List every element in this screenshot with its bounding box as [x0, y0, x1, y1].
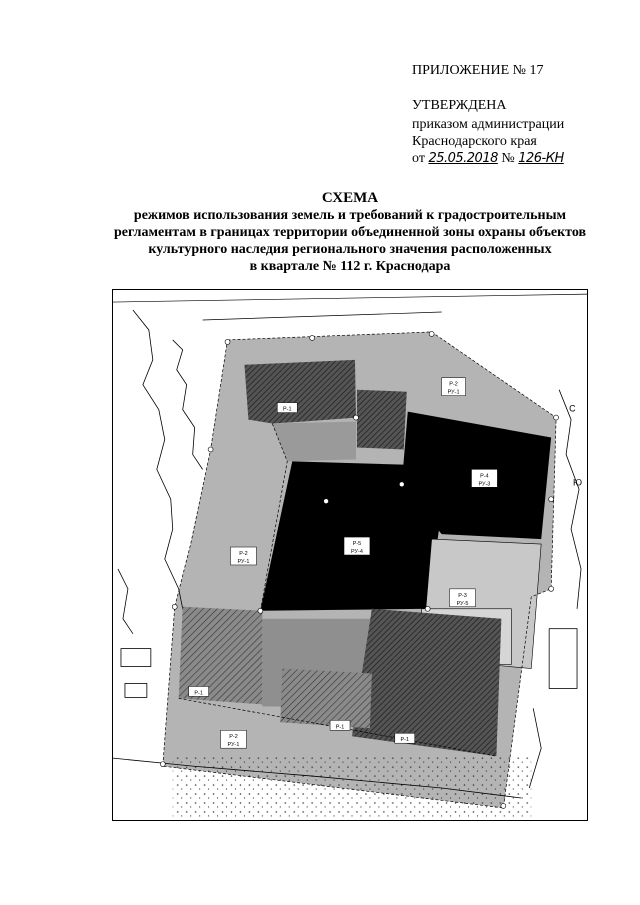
number-prefix: № [501, 151, 515, 166]
handwritten-date: 25.05.2018 [428, 151, 498, 166]
zone-label-r2-left [231, 547, 257, 565]
svg-text:РУ-3: РУ-3 [478, 481, 491, 488]
handwritten-number: 126-КН [518, 151, 564, 166]
zone-label-r1-right [395, 733, 415, 743]
svg-text:РУ-1: РУ-1 [237, 558, 250, 565]
svg-text:Р-1: Р-1 [400, 737, 410, 744]
title-line-2: регламентам в границах территории объединенной зоны охраны объектов [113, 225, 587, 240]
order-date-line [412, 150, 564, 167]
south-letter: Ю [573, 477, 583, 488]
zone-label-r2-bottom [221, 730, 247, 748]
zone-r1-top-right [357, 390, 407, 450]
svg-text:Р-1: Р-1 [194, 690, 203, 697]
zone-label-r4 [471, 469, 497, 487]
zone-r1-top [244, 360, 356, 424]
svg-text:Р-1: Р-1 [283, 406, 292, 413]
svg-text:Р-2: Р-2 [239, 551, 248, 557]
svg-text:Р-3: Р-3 [458, 592, 467, 599]
zone-label-r1-left [189, 686, 209, 696]
svg-text:Р-1: Р-1 [335, 724, 345, 731]
approval-stamp: УТВЕРЖДЕНА [412, 98, 507, 113]
top-street [113, 294, 587, 320]
svg-text:Р-2: Р-2 [229, 734, 238, 741]
zone-label-r1-top [277, 403, 297, 413]
zoning-plan-map [112, 289, 588, 821]
svg-text:РУ-5: РУ-5 [456, 600, 469, 607]
north-letter: С [569, 403, 576, 414]
title-line-4: в квартале № 112 г. Краснодара [249, 259, 451, 274]
bottom-park-area [113, 756, 531, 820]
title-line-3: культурного наследия регионального значения расположенных [148, 242, 552, 257]
zone-label-r3 [450, 589, 476, 607]
title-line-1: режимов использования земель и требований к градостроительным [133, 208, 567, 223]
svg-text:РУ-1: РУ-1 [447, 389, 460, 396]
svg-text:Р-2: Р-2 [449, 381, 458, 388]
order-line: приказом администрации [412, 117, 565, 132]
appendix-number: ПРИЛОЖЕНИЕ № 17 [412, 63, 544, 78]
zone-label-r1-center [330, 720, 350, 730]
svg-text:РУ-4: РУ-4 [351, 549, 363, 556]
date-prefix: от [412, 151, 425, 166]
region-line: Краснодарского края [412, 134, 537, 149]
zone-r1-bottom-right [352, 609, 501, 756]
svg-text:Р-5: Р-5 [352, 541, 362, 548]
svg-text:Р-4: Р-4 [480, 473, 489, 480]
zone-label-r2-top [442, 378, 466, 396]
svg-text:РУ-1: РУ-1 [227, 742, 240, 749]
schema-heading: СХЕМА [321, 190, 379, 206]
zone-label-r5 [344, 537, 370, 555]
